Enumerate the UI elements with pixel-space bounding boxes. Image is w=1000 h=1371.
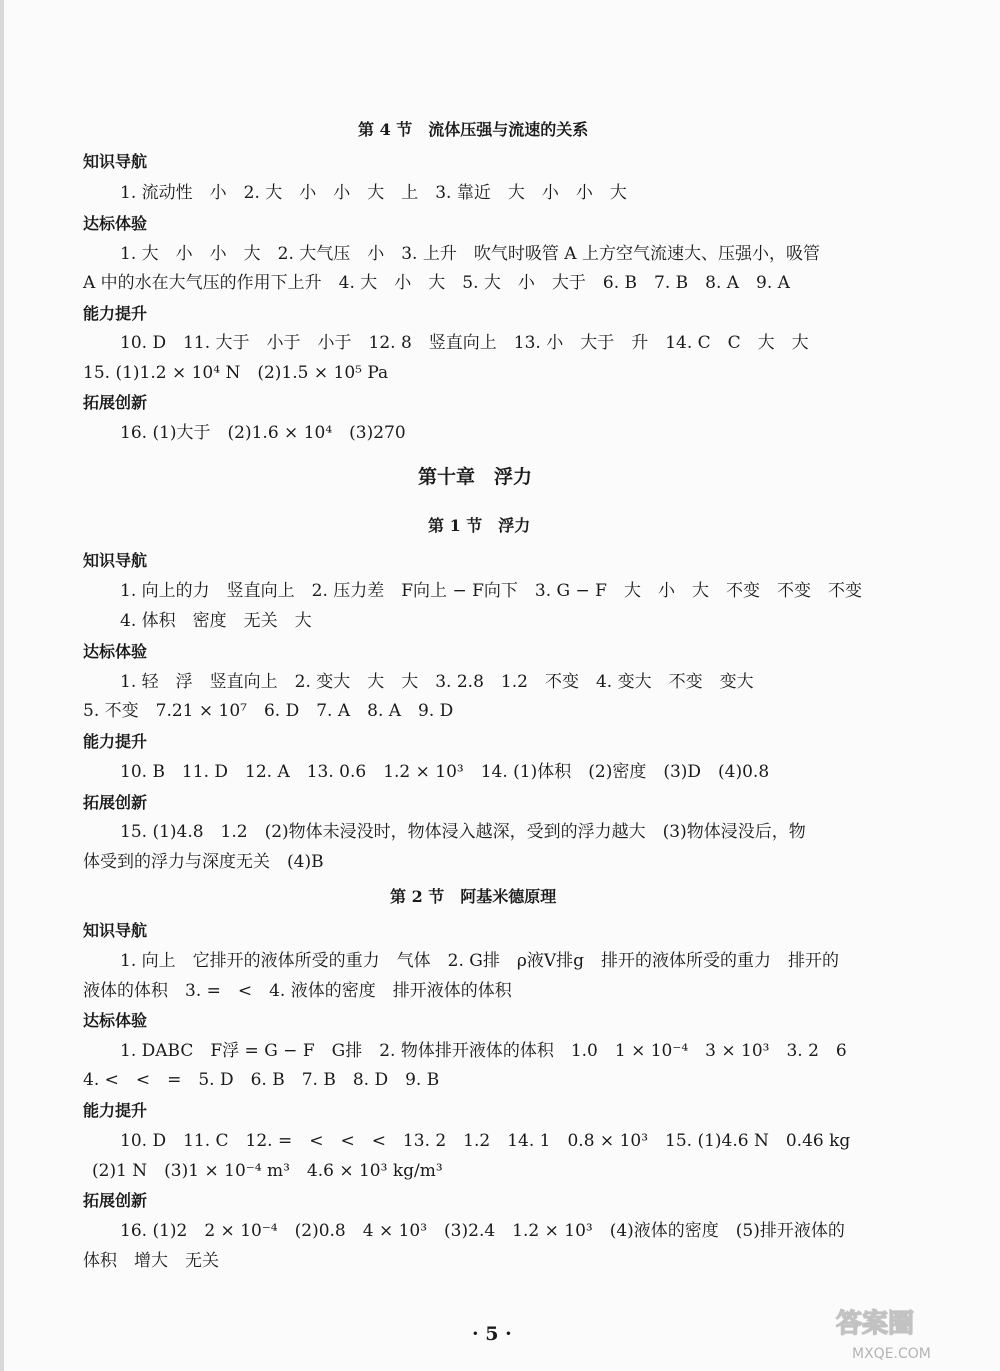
- answer-line: 10. B 11. D 12. A 13. 0.6 1.2 × 10³ 14. (1)体积 (2)密度 (3)D (4)0.8: [120, 762, 770, 782]
- heading-standard-exp: 达标体验: [83, 1011, 148, 1030]
- answer-line: 16. (1)2 2 × 10⁻⁴ (2)0.8 4 × 10³ (3)2.4 1.2 × 10³ (4)液体的密度 (5)排开液体的: [120, 1221, 845, 1241]
- answer-line: 1. 轻 浮 竖直向上 2. 变大 大 大 3. 2.8 1.2 不变 4. 变大 不变 变大: [120, 672, 754, 692]
- answer-line: 1. 大 小 小 大 2. 大气压 小 3. 上升 吹气时吸管 A 上方空气流速大、压强小，吸管: [120, 244, 820, 264]
- scan-edge: [0, 0, 4, 1371]
- answer-line: (2)1 N (3)1 × 10⁻⁴ m³ 4.6 × 10³ kg/m³: [92, 1161, 443, 1181]
- page-number: · 5 ·: [472, 1323, 512, 1345]
- chapter-title: 第十章 浮力: [418, 466, 533, 488]
- heading-ability: 能力提升: [83, 732, 148, 751]
- heading-knowledge-nav: 知识导航: [83, 551, 148, 570]
- watermark-logo: [830, 1300, 990, 1366]
- answer-line: 4. 体积 密度 无关 大: [120, 611, 312, 631]
- answer-line: 10. D 11. 大于 小于 小于 12. 8 竖直向上 13. 小 大于 升 14. C C 大 大: [120, 333, 809, 353]
- heading-standard-exp: 达标体验: [83, 214, 148, 233]
- heading-extension: 拓展创新: [83, 1191, 148, 1210]
- section-4-title: 第 4 节 流体压强与流速的关系: [358, 120, 589, 139]
- watermark-big-text: 答案圈: [836, 1309, 915, 1339]
- section-1-title: 第 1 节 浮力: [428, 516, 531, 535]
- answer-line: 5. 不变 7.21 × 10⁷ 6. D 7. A 8. A 9. D: [83, 701, 454, 721]
- heading-ability: 能力提升: [83, 1101, 148, 1120]
- heading-extension: 拓展创新: [83, 393, 148, 412]
- heading-knowledge-nav: 知识导航: [83, 921, 148, 940]
- section-2-title: 第 2 节 阿基米德原理: [390, 887, 557, 906]
- heading-ability: 能力提升: [83, 304, 148, 323]
- answer-line: 液体的体积 3. = < 4. 液体的密度 排开液体的体积: [83, 981, 512, 1001]
- answer-line: 4. < < = 5. D 6. B 7. B 8. D 9. B: [83, 1070, 440, 1090]
- heading-extension: 拓展创新: [83, 793, 148, 812]
- answer-line: 1. 向上 它排开的液体所受的重力 气体 2. G排 ρ液V排g 排开的液体所受的重力 排开的: [120, 951, 839, 971]
- answer-line: 1. 流动性 小 2. 大 小 小 大 上 3. 靠近 大 小 小 大: [120, 183, 627, 203]
- answer-line: 体受到的浮力与深度无关 (4)B: [83, 852, 324, 872]
- heading-knowledge-nav: 知识导航: [83, 152, 148, 171]
- answer-line: 1. 向上的力 竖直向上 2. 压力差 F向上 − F向下 3. G − F 大 小 大 不变 不变 不变: [120, 581, 862, 601]
- answer-line: 16. (1)大于 (2)1.6 × 10⁴ (3)270: [120, 423, 406, 443]
- answer-line: 1. DABC F浮 = G − F G排 2. 物体排开液体的体积 1.0 1 × 10⁻⁴ 3 × 10³ 3. 2 6: [120, 1041, 847, 1061]
- answer-line: 15. (1)1.2 × 10⁴ N (2)1.5 × 10⁵ Pa: [83, 363, 389, 383]
- answer-line: 10. D 11. C 12. = < < < 13. 2 1.2 14. 1 0.8 × 10³ 15. (1)4.6 N 0.46 kg: [120, 1131, 851, 1151]
- answer-line: A 中的水在大气压的作用下上升 4. 大 小 大 5. 大 小 大于 6. B 7. B 8. A 9. A: [83, 273, 790, 293]
- watermark-url: MXQE.COM: [852, 1346, 931, 1362]
- heading-standard-exp: 达标体验: [83, 642, 148, 661]
- answer-line: 体积 增大 无关: [83, 1251, 219, 1271]
- answer-line: 15. (1)4.8 1.2 (2)物体未浸没时，物体浸入越深，受到的浮力越大 (3)物体浸没后，物: [120, 822, 806, 842]
